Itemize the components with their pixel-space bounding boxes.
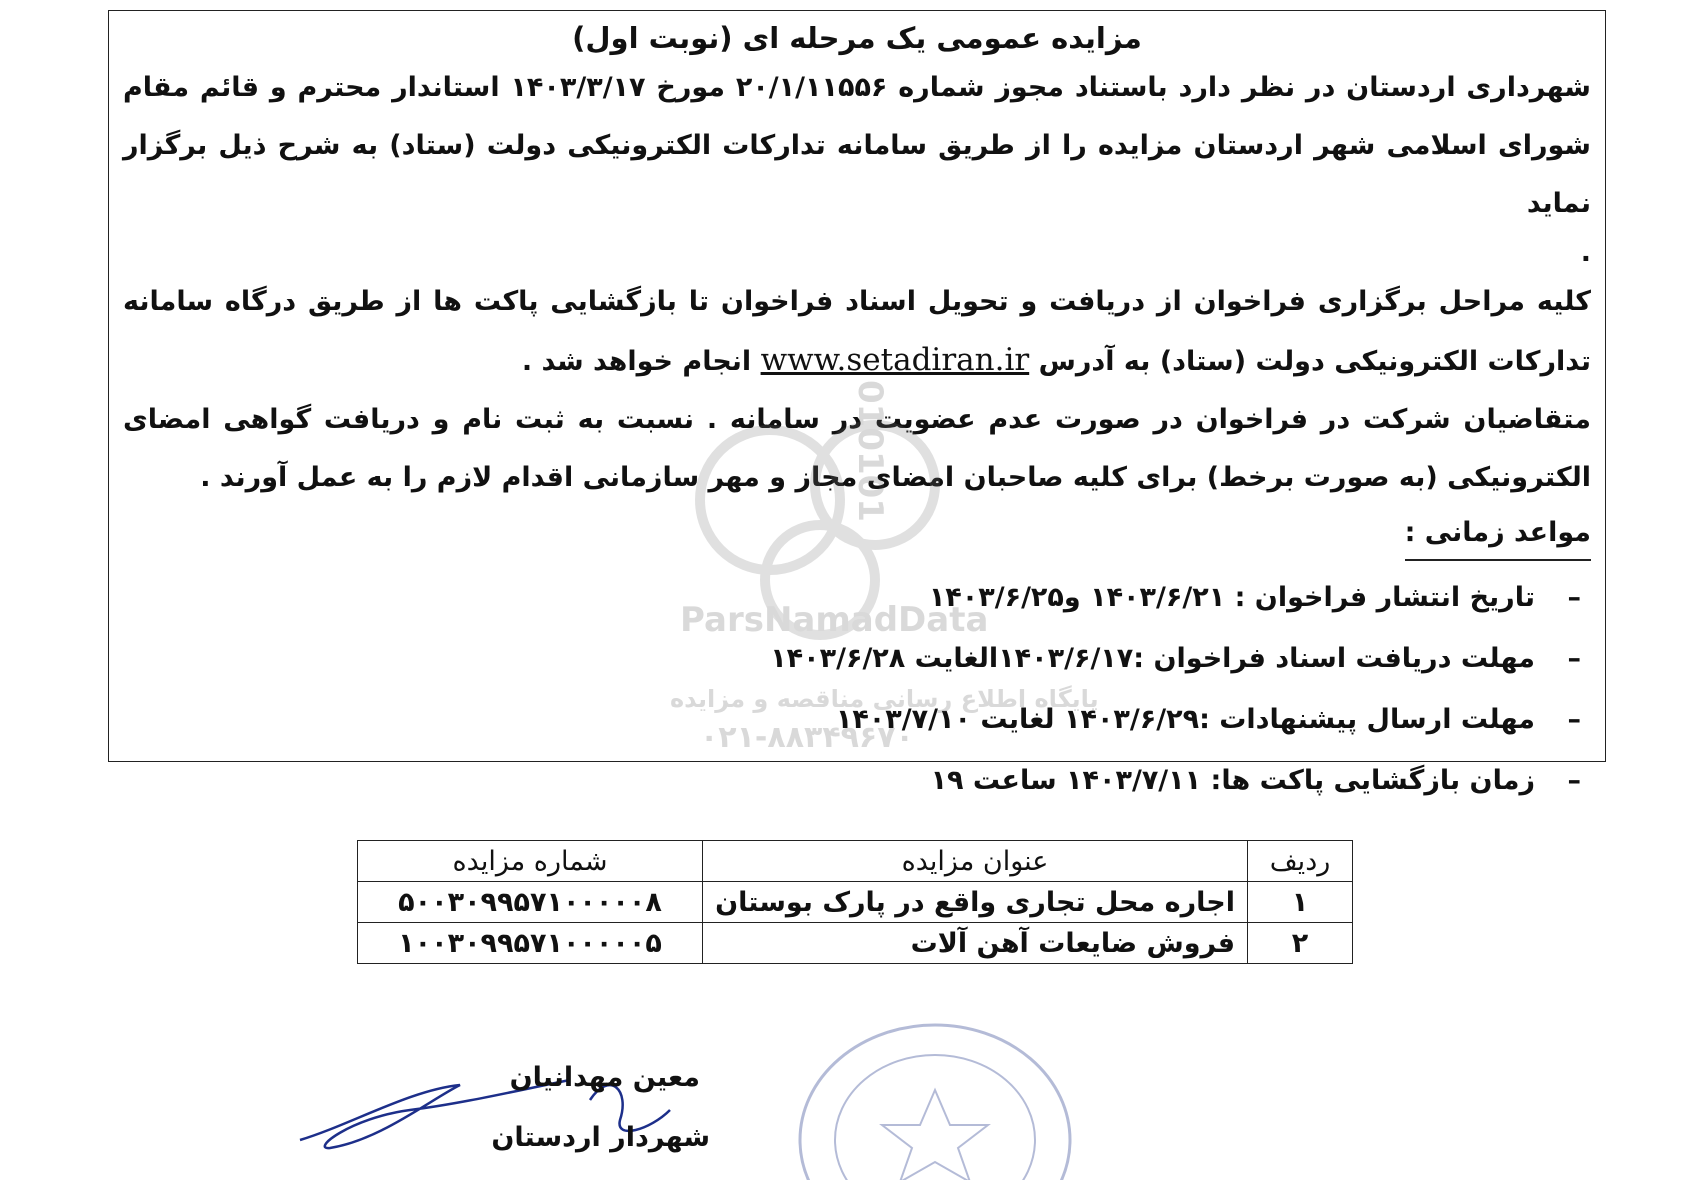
auction-notice-box [108, 10, 1606, 796]
table-row [358, 923, 1353, 964]
watermark-tagline: پایگاه اطلاع رسانی مناقصه و مزایده [670, 685, 1099, 713]
header-row-number: ردیف [1248, 841, 1353, 882]
table-header-row [358, 841, 1353, 882]
watermark-phone: ۰۲۱-۸۸۳۴۹۶۷۰ [700, 720, 914, 755]
schedule-item: –تاریخ انتشار فراخوان : ۱۴۰۳/۶/۲۱ و۱۴۰۳/۶/۲۵ [928, 582, 1581, 613]
auction-number: ۱۰۰۳۰۹۹۵۷۱۰۰۰۰۰۵ [358, 923, 703, 964]
header-auction-number: شماره مزایده [358, 841, 703, 882]
notice-paragraph-permit: شهرداری اردستان در نظر دارد باستناد مجوز شماره ۲۰/۱/۱۱۵۵۶ مورخ ۱۴۰۳/۳/۱۷ استاندار محترم و قائم مقام شورای اسلامی شهر اردستان مزایده را از طریق سامانه تدارکات الکترونیکی دولت (ستاد) به شرح ذیل برگزار نماید [123, 72, 1591, 219]
auction-title: اجاره محل تجاری واقع در پارک بوستان [703, 882, 1248, 923]
row-number: ۱ [1248, 882, 1353, 923]
notice-paragraph-procedure: کلیه مراحل برگزاری فراخوان از دریافت و تحویل اسناد فراخوان تا بازگشایی پاکت ها از طریق درگاه سامانه تدارکات الکترونیکی دولت (ستاد) به آدرس www.setadiran.ir انجام خواهد شد . [123, 286, 1591, 378]
watermark-brand: ParsNamadData [680, 600, 989, 640]
official-seal [760, 1010, 1090, 1180]
schedule-item: –مهلت دریافت اسناد فراخوان :۱۴۰۳/۶/۱۷الغایت ۱۴۰۳/۶/۲۸ [770, 643, 1581, 674]
setad-website-link[interactable]: www.setadiran.ir [760, 342, 1030, 378]
signature-block [290, 1030, 710, 1170]
signer-name: معین مهدانیان [509, 1062, 700, 1093]
notice-title: مزایده عمومی یک مرحله ای (نوبت اول) [572, 21, 1142, 55]
auction-title: فروش ضایعات آهن آلات [703, 923, 1248, 964]
notice-paragraph-registration: متقاضیان شرکت در فراخوان در صورت عدم عضویت در سامانه . نسبت به ثبت نام و دریافت گواهی امضای الکترونیکی (به صورت برخط) برای کلیه صاحبان امضای مجاز و مهر سازمانی اقدام لازم را به عمل آورند . [123, 404, 1591, 493]
table-row [358, 882, 1353, 923]
seal-stamp-icon [760, 1010, 1090, 1180]
signer-title: شهردار اردستان [491, 1122, 710, 1153]
auction-number: ۵۰۰۳۰۹۹۵۷۱۰۰۰۰۰۸ [358, 882, 703, 923]
schedule-list [123, 567, 1591, 811]
schedule-item: –مهلت ارسال پیشنهادات :۱۴۰۳/۶/۲۹ لغایت ۱۴۰۳/۷/۱۰ [835, 704, 1581, 735]
header-auction-title: عنوان مزایده [703, 841, 1248, 882]
row-number: ۲ [1248, 923, 1353, 964]
watermark-number: 010101 [850, 380, 890, 522]
schedule-heading: مواعد زمانی : [1405, 507, 1591, 561]
schedule-item: –زمان بازگشایی پاکت ها: ۱۴۰۳/۷/۱۱ ساعت ۱۹ [930, 765, 1581, 796]
notice-paragraph-end-dot: . [1580, 237, 1591, 268]
auction-items-table [357, 840, 1353, 964]
